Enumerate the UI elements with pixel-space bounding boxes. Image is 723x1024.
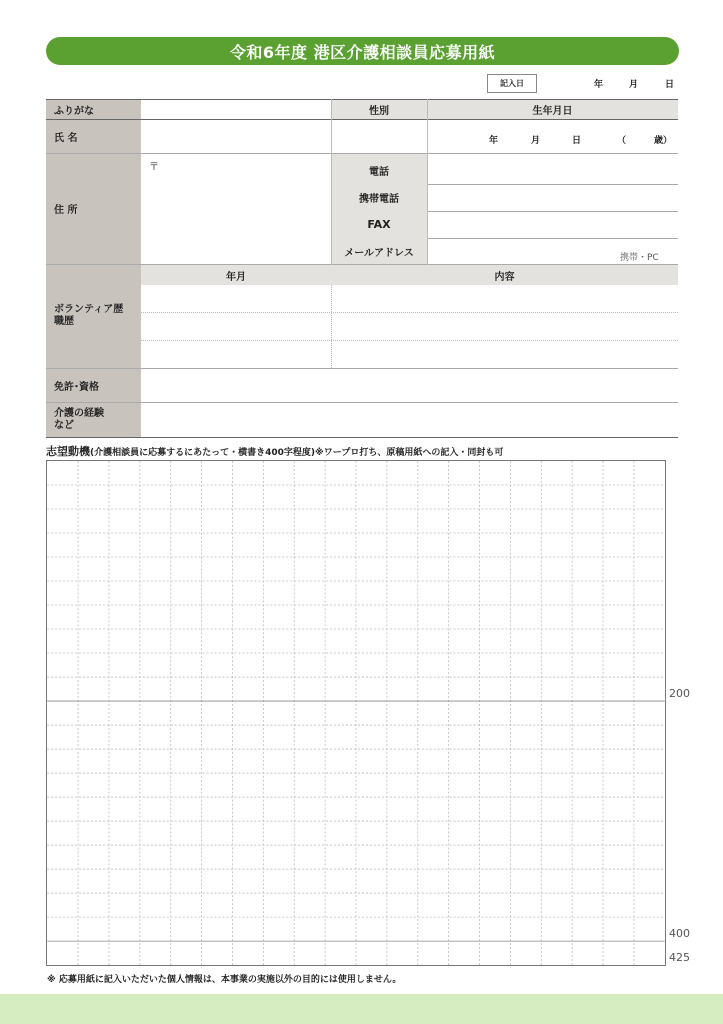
age-open-paren: （ [617, 136, 627, 146]
entry-day-label: 日 [665, 80, 675, 90]
email-label: メールアドレス [344, 247, 414, 259]
motive-title-main: 志望動機 [46, 445, 90, 458]
rule [427, 211, 678, 212]
fax-field[interactable] [427, 211, 678, 238]
form-title: 令和6年度 港区介護相談員応募用紙 [46, 37, 679, 65]
volunteer-label: ボランティア歴 職歴 [54, 304, 124, 327]
rule [46, 368, 678, 369]
entry-date-label: 記入日 [487, 74, 537, 93]
phone-label: 電話 [369, 166, 389, 178]
name-label: 氏 名 [54, 132, 78, 144]
phone-field[interactable] [427, 156, 678, 184]
gender-field[interactable] [331, 119, 427, 153]
birthdate-header: 生年月日 [427, 99, 678, 119]
footer-band [0, 994, 723, 1024]
history-date-field-1[interactable] [141, 285, 331, 312]
birth-year-label: 年 [489, 136, 499, 146]
history-date-header: 年月 [226, 271, 246, 283]
care-experience-field[interactable] [141, 402, 678, 437]
entry-month-label: 月 [629, 80, 639, 90]
entry-date-row [0, 74, 723, 94]
history-date-field-3[interactable] [141, 340, 331, 368]
license-label: 免許･資格 [54, 381, 99, 393]
age-label: 歳） [654, 136, 673, 146]
history-content-field-1[interactable] [331, 285, 678, 312]
history-content-field-2[interactable] [331, 312, 678, 340]
rule [46, 437, 678, 438]
rule [46, 264, 678, 265]
name-field[interactable] [141, 119, 331, 153]
history-content-field-3[interactable] [331, 340, 678, 368]
mobile-field[interactable] [427, 184, 678, 211]
rule [46, 99, 678, 100]
rule [427, 99, 428, 265]
license-field[interactable] [141, 368, 678, 402]
gender-header: 性別 [369, 105, 389, 117]
furigana-label: ふりがな [54, 105, 94, 117]
count-400-label: 400 [669, 927, 690, 940]
rule [331, 285, 332, 368]
postal-mark: 〒 [149, 162, 159, 173]
rule [46, 153, 678, 154]
privacy-note: ※ 応募用紙に記入いただいた個人情報は、本事業の実施以外の目的には使用しません。 [47, 975, 402, 985]
count-425-label: 425 [669, 951, 690, 964]
furigana-field[interactable] [141, 99, 331, 119]
address-field[interactable] [141, 153, 331, 264]
rule [141, 340, 678, 341]
manuscript-grid[interactable] [46, 460, 666, 966]
history-date-field-2[interactable] [141, 312, 331, 340]
mobile-label: 携帯電話 [359, 194, 399, 205]
rule [427, 184, 678, 185]
birth-day-label: 日 [572, 136, 582, 146]
rule [46, 402, 678, 403]
email-type-label: 携帯・PC [620, 253, 659, 263]
care-experience-label: 介護の経験 など [54, 407, 104, 431]
fax-label: FAX [367, 218, 391, 231]
birth-month-label: 月 [531, 136, 541, 146]
entry-year-label: 年 [594, 80, 604, 90]
motive-title [46, 443, 503, 459]
motive-subtitle: (介護相談員に応募するにあたって・横書き400字程度)※ワープロ打ち、原稿用紙への記入・同封も可 [90, 448, 504, 458]
rule [427, 238, 678, 239]
rule [141, 312, 678, 313]
count-200-label: 200 [669, 687, 690, 700]
history-content-header: 内容 [494, 271, 515, 283]
rule [331, 99, 332, 265]
rule [46, 119, 678, 120]
address-label: 住 所 [54, 205, 78, 216]
